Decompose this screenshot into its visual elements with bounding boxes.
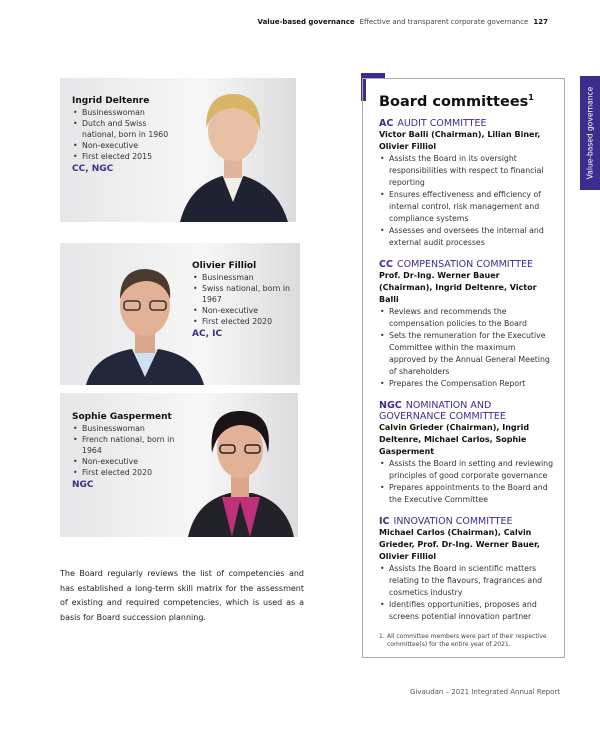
board-committees-box (362, 78, 565, 658)
footnote (379, 633, 554, 649)
member-committees: AC, IC (192, 329, 223, 339)
committee-abbr: AC (379, 117, 394, 129)
member-detail: • Businesswoman (72, 423, 182, 434)
committee-abbr: CC (379, 258, 393, 270)
footnote-number: 1. (379, 632, 385, 640)
committee-members: Calvin Grieder (Chairman), Ingrid Deltenre, Michael Carlos, Sophie Gasperment (379, 422, 530, 456)
duty: • Assesses and oversees the internal and external audit processes (379, 225, 554, 249)
member-card (60, 393, 298, 537)
committee-name: COMPENSATION COMMITTEE (396, 258, 534, 270)
section-name: Value-based governance (257, 18, 355, 26)
member-detail: • First elected 2015 (72, 151, 182, 162)
duty: • Identifies opportunities, proposes and screens potential innovation partner (379, 599, 554, 623)
box-title-text: Board committees (379, 93, 529, 110)
member-detail: • Non-executive (192, 305, 297, 316)
member-committees: NGC (72, 480, 94, 490)
committee-name: NOMINATION AND GOVERNANCE COMMITTEE (379, 399, 506, 422)
footnote-ref: 1 (528, 93, 534, 102)
member-name: Ingrid Deltenre (72, 96, 150, 106)
duty: • Prepares the Compensation Report (379, 378, 554, 390)
committee-name: INNOVATION COMMITTEE (393, 515, 513, 527)
duty: • Assists the Board in its oversight responsibilities with respect to financial reporting (379, 153, 554, 189)
duty: • Sets the remuneration for the Executive Committee within the maximum approved by the Annual General Meeting of shareholders (379, 330, 554, 378)
committee-ngc (379, 400, 554, 506)
duty: • Assists the Board in setting and reviewing principles of good corporate governance (379, 458, 554, 482)
member-detail: • Swiss national, born in 1967 (192, 283, 297, 305)
committee-members: Michael Carlos (Chairman), Calvin Grieder, Prof. Dr-Ing. Werner Bauer, Olivier Filliol (379, 527, 540, 561)
member-detail: • French national, born in 1964 (72, 434, 182, 456)
member-detail: • Non-executive (72, 140, 182, 151)
portrait-photo (80, 255, 210, 385)
member-detail: • Businesswoman (72, 107, 182, 118)
page-number: 127 (533, 18, 548, 26)
committee-members: Victor Balli (Chairman), Lilian Biner, Olivier Filliol (379, 129, 541, 151)
body-paragraph: The Board regularly reviews the list of competencies and has established a long-term skill matrix for the assessment of existing and required competencies, which is used as a basis for Board succession planning. (60, 569, 304, 622)
side-tab[interactable] (580, 76, 600, 190)
member-detail: • First elected 2020 (72, 467, 182, 478)
committee-ac (379, 118, 554, 249)
portrait-photo (170, 82, 296, 222)
member-detail: • First elected 2020 (192, 316, 297, 327)
duty: • Prepares appointments to the Board and the Executive Committee (379, 482, 554, 506)
committee-cc (379, 259, 554, 390)
footnote-text: All committee members were part of their respective committee(s) for the entire year of 2021. (387, 632, 547, 648)
side-tab-label: Value-based governance (585, 86, 595, 180)
member-name: Sophie Gasperment (72, 412, 172, 422)
duty: • Reviews and recommends the compensation policies to the Board (379, 306, 554, 330)
member-card (60, 243, 300, 385)
committee-abbr: NGC (379, 399, 402, 411)
box-title (379, 93, 554, 110)
portrait-photo (182, 401, 298, 537)
section-subtitle: Effective and transparent corporate governance (359, 18, 529, 26)
member-detail: • Businessman (192, 272, 297, 283)
duty: • Ensures effectiveness and efficiency of internal control, risk management and compliance systems (379, 189, 554, 225)
running-header (258, 18, 548, 26)
member-name: Olivier Filliol (192, 261, 257, 271)
duty: • Assists the Board in scientific matters relating to the flavours, fragrances and cosmetics industry (379, 563, 554, 599)
page-footer: Givaudan – 2021 Integrated Annual Report (409, 688, 560, 696)
committee-name: AUDIT COMMITTEE (397, 117, 487, 129)
committee-abbr: IC (379, 515, 390, 527)
member-committees: CC, NGC (72, 164, 114, 174)
member-detail: • Dutch and Swiss national, born in 1960 (72, 118, 182, 140)
member-detail: • Non-executive (72, 456, 182, 467)
committee-members: Prof. Dr-Ing. Werner Bauer (Chairman), Ingrid Deltenre, Victor Balli (379, 270, 537, 304)
member-card (60, 78, 296, 222)
committee-ic (379, 516, 554, 623)
